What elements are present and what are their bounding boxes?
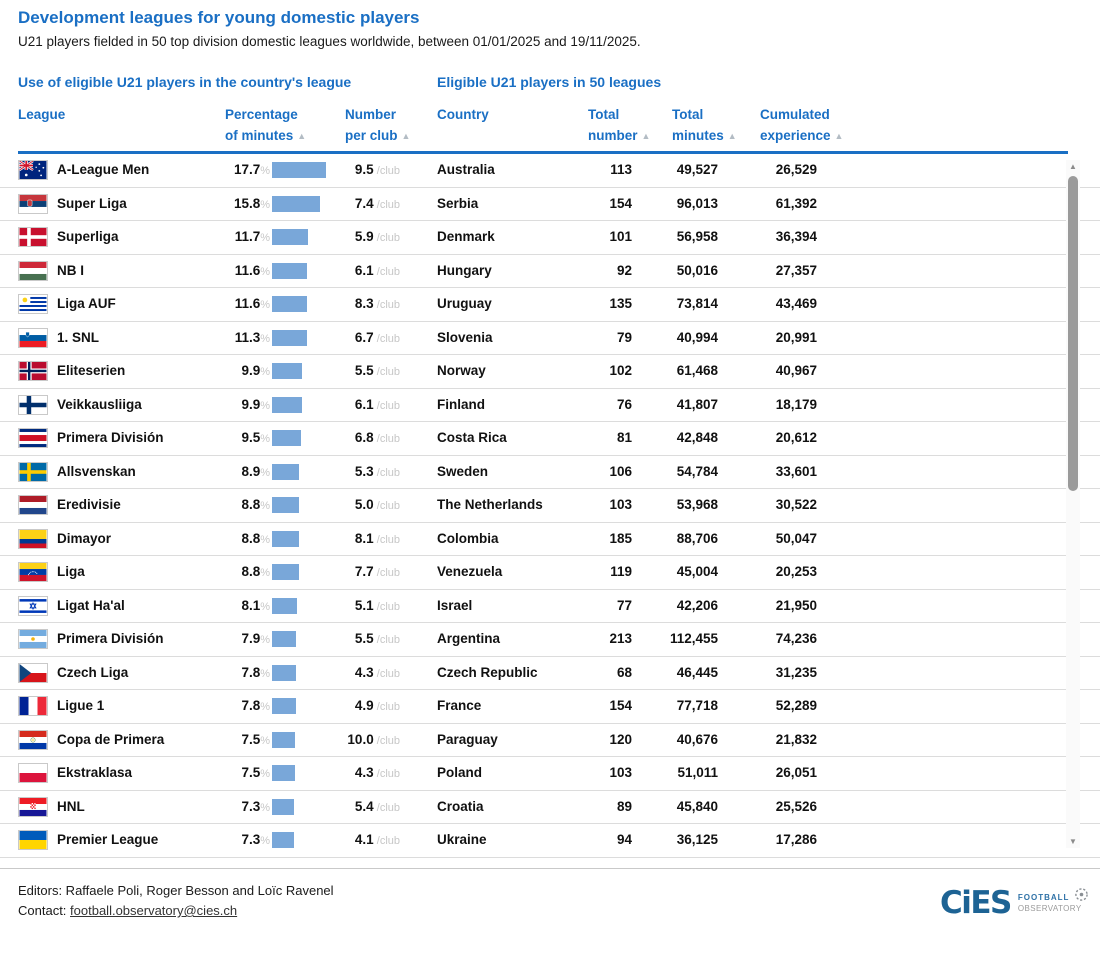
league-name: Allsvenskan [57, 463, 136, 479]
flag-icon-hr [18, 797, 48, 817]
number-per-club-value: 6.7 /club [354, 329, 400, 345]
cumulated-experience-value: 25,526 [775, 798, 817, 814]
percentage-bar [272, 598, 297, 614]
total-minutes-value: 45,004 [676, 564, 718, 579]
total-number-value: 77 [616, 597, 632, 613]
cumulated-experience-value: 30,522 [775, 497, 817, 512]
number-per-club-value: 5.3 /club [354, 463, 400, 479]
number-per-club-value: 10.0 /club [347, 731, 400, 747]
total-minutes-value: 45,840 [676, 798, 718, 814]
percentage-bar [272, 631, 296, 647]
total-minutes-value: 51,011 [677, 765, 718, 780]
cies-logo [940, 885, 1089, 921]
number-per-club-value: 8.1 /club [354, 530, 400, 546]
league-name: A-League Men [57, 162, 150, 177]
number-per-club-value: 8.3 /club [354, 296, 400, 311]
league-name: Copa de Primera [57, 731, 165, 747]
country-name: Australia [437, 162, 495, 177]
total-number-value: 103 [609, 497, 632, 512]
percentage-bar [272, 732, 295, 748]
total-number-value: 106 [609, 463, 632, 479]
cumulated-experience-value: 21,832 [775, 731, 817, 747]
league-name: Liga AUF [57, 296, 116, 311]
country-name: Venezuela [437, 564, 503, 579]
percentage-of-minutes-value: 8.1% [241, 597, 270, 613]
percentage-of-minutes-value: 7.3% [241, 832, 270, 847]
number-per-club-value: 5.5 /club [354, 363, 400, 378]
table-row [0, 523, 1100, 557]
page-subtitle: U21 players fielded in 50 top division domestic leagues worldwide, between 01/01/2025 and 19/11/2025. [18, 34, 641, 49]
total-number-value: 89 [616, 798, 632, 814]
league-name: Super Liga [57, 195, 127, 211]
sort-asc-icon[interactable]: ▲ [297, 131, 307, 141]
table-row [0, 489, 1100, 523]
total-minutes-value: 42,848 [676, 430, 718, 445]
flag-icon-no [18, 361, 48, 381]
total-minutes-value: 53,968 [676, 497, 718, 512]
cumulated-experience-value: 43,469 [775, 296, 817, 311]
number-per-club-value: 5.5 /club [354, 631, 400, 646]
total-minutes-value: 77,718 [676, 698, 718, 713]
percentage-of-minutes-value: 8.9% [241, 463, 270, 479]
cumulated-experience-value: 20,253 [775, 564, 817, 579]
flag-icon-hu [18, 261, 48, 281]
percentage-of-minutes-value: 7.5% [241, 731, 270, 747]
total-number-value: 213 [609, 631, 632, 646]
total-number-value: 103 [609, 765, 632, 780]
league-name: Eredivisie [57, 497, 121, 512]
cumulated-experience-value: 27,357 [775, 262, 817, 278]
total-number-value: 94 [616, 832, 632, 847]
table-row [0, 724, 1100, 758]
table-row [0, 791, 1100, 825]
country-name: Uruguay [437, 296, 492, 311]
cies-logo-wordmark: CiES [940, 885, 1011, 921]
sort-asc-icon[interactable]: ▲ [727, 131, 737, 141]
cies-logo-observatory-label: OBSERVATORY [1017, 904, 1082, 913]
column-header-total-number[interactable]: Total number ▲ [588, 107, 651, 143]
scrollbar-thumb[interactable] [1068, 176, 1078, 491]
percentage-of-minutes-value: 17.7% [233, 162, 270, 177]
footer-divider [0, 868, 1100, 869]
flag-icon-se [18, 462, 48, 482]
scroll-up-icon[interactable]: ▲ [1069, 162, 1077, 171]
total-minutes-value: 54,784 [676, 463, 718, 479]
percentage-of-minutes-value: 7.3% [241, 798, 270, 814]
cumulated-experience-value: 33,601 [775, 463, 817, 479]
total-number-value: 185 [609, 530, 632, 546]
country-name: Sweden [437, 463, 489, 479]
flag-icon-dk [18, 227, 48, 247]
sort-asc-icon[interactable]: ▲ [401, 131, 411, 141]
percentage-of-minutes-value: 7.8% [241, 664, 270, 680]
number-per-club-value: 5.0 /club [354, 497, 400, 512]
percentage-of-minutes-value: 8.8% [241, 530, 270, 546]
column-header-percentage-of-minutes[interactable]: Percentage of minutes ▲ [225, 107, 307, 143]
percentage-bar [272, 832, 294, 848]
league-name: 1. SNL [57, 329, 100, 345]
number-per-club-value: 6.8 /club [354, 430, 400, 445]
percentage-of-minutes-value: 7.8% [241, 698, 270, 713]
table-row [0, 556, 1100, 590]
total-minutes-value: 61,468 [676, 363, 718, 378]
percentage-bar [272, 665, 296, 681]
total-minutes-value: 88,706 [676, 530, 718, 546]
flag-icon-uy [18, 294, 48, 314]
flag-icon-au [18, 160, 48, 180]
percentage-bar [272, 497, 299, 513]
league-name: HNL [57, 798, 85, 814]
cumulated-experience-value: 52,289 [775, 698, 817, 713]
column-header-country[interactable]: Country [437, 107, 489, 122]
table-row [0, 757, 1100, 791]
country-name: The Netherlands [437, 497, 543, 512]
cumulated-experience-value: 26,051 [775, 765, 817, 780]
cumulated-experience-value: 26,529 [775, 162, 817, 177]
number-per-club-value: 6.1 /club [354, 396, 400, 412]
total-minutes-value: 112,455 [669, 631, 718, 646]
number-per-club-value: 6.1 /club [354, 262, 400, 278]
flag-icon-si [18, 328, 48, 348]
flag-icon-cz [18, 663, 48, 683]
country-name: Denmark [437, 229, 495, 244]
percentage-of-minutes-value: 9.9% [241, 363, 270, 378]
table-row [0, 355, 1100, 389]
percentage-of-minutes-value: 11.6% [234, 262, 270, 278]
table-row [0, 824, 1100, 858]
flag-icon-ua [18, 830, 48, 850]
column-header-total-minutes[interactable]: Total minutes ▲ [672, 107, 737, 143]
total-number-value: 68 [616, 664, 632, 680]
total-minutes-value: 40,676 [676, 731, 718, 747]
total-number-value: 135 [609, 296, 632, 311]
league-name: Primera División [57, 430, 164, 445]
total-number-value: 154 [609, 698, 632, 713]
percentage-bar [272, 430, 301, 446]
percentage-of-minutes-value: 8.8% [241, 564, 270, 579]
league-name: Veikkausliiga [57, 396, 142, 412]
percentage-bar [272, 564, 299, 580]
country-name: Finland [437, 396, 485, 412]
column-header-league[interactable]: League [18, 107, 66, 122]
column-header-cumulated-experience[interactable]: Cumulated experience ▲ [760, 107, 844, 143]
flag-icon-nl [18, 495, 48, 515]
percentage-bar [272, 363, 302, 379]
column-header-number-per-club[interactable]: Number per club ▲ [345, 107, 411, 143]
section-header-right: Eligible U21 players in 50 leagues [437, 74, 662, 90]
percentage-bar [272, 464, 299, 480]
total-minutes-value: 42,206 [676, 597, 718, 613]
total-minutes-value: 73,814 [676, 296, 718, 311]
country-name: Argentina [437, 631, 501, 646]
cumulated-experience-value: 36,394 [775, 229, 817, 244]
percentage-of-minutes-value: 11.3% [234, 329, 270, 345]
country-name: Serbia [437, 195, 479, 211]
country-name: Hungary [437, 262, 492, 278]
cumulated-experience-value: 20,612 [775, 430, 817, 445]
total-minutes-value: 41,807 [676, 396, 718, 412]
number-per-club-value: 9.5 /club [354, 162, 400, 177]
total-number-value: 76 [616, 396, 632, 412]
total-number-value: 120 [609, 731, 632, 747]
section-header-left: Use of eligible U21 players in the country's league [18, 74, 352, 90]
sort-asc-icon[interactable]: ▲ [641, 131, 651, 141]
flag-icon-fr [18, 696, 48, 716]
percentage-bar [272, 698, 296, 714]
number-per-club-value: 4.9 /club [354, 698, 400, 713]
page-title: Development leagues for young domestic players [18, 8, 420, 27]
flag-icon-ar [18, 629, 48, 649]
number-per-club-value: 4.1 /club [354, 832, 400, 847]
league-name: Primera División [57, 631, 164, 646]
table-row [0, 690, 1100, 724]
total-number-value: 102 [609, 363, 632, 378]
cumulated-experience-value: 31,235 [775, 664, 817, 680]
contact-email-link[interactable]: football.observatory@cies.ch [70, 903, 238, 918]
percentage-of-minutes-value: 11.7% [234, 229, 270, 244]
total-number-value: 81 [616, 430, 632, 445]
total-minutes-value: 40,994 [676, 329, 718, 345]
league-name: Eliteserien [57, 363, 126, 378]
scrollbar[interactable] [1066, 160, 1080, 848]
flag-icon-co [18, 529, 48, 549]
table-body [0, 154, 1100, 858]
total-number-value: 113 [610, 162, 632, 177]
number-per-club-value: 5.9 /club [354, 229, 400, 244]
cumulated-experience-value: 21,950 [775, 597, 817, 613]
percentage-of-minutes-value: 11.6% [234, 296, 270, 311]
league-name: Czech Liga [57, 664, 129, 680]
cumulated-experience-value: 50,047 [775, 530, 817, 546]
table-row [0, 288, 1100, 322]
league-name: Premier League [57, 832, 159, 847]
league-name: Dimayor [57, 530, 112, 546]
league-name: Liga [57, 564, 85, 579]
country-name: Czech Republic [437, 664, 538, 680]
table-row [0, 188, 1100, 222]
number-per-club-value: 4.3 /club [354, 664, 400, 680]
percentage-of-minutes-value: 8.8% [241, 497, 270, 512]
flag-icon-ve [18, 562, 48, 582]
country-name: Paraguay [437, 731, 498, 747]
total-number-value: 92 [616, 262, 632, 278]
table-row [0, 389, 1100, 423]
table-row [0, 422, 1100, 456]
country-name: Costa Rica [437, 430, 507, 445]
table-row [0, 221, 1100, 255]
total-minutes-value: 49,527 [676, 162, 718, 177]
league-name: Ligue 1 [57, 698, 105, 713]
number-per-club-value: 4.3 /club [354, 765, 400, 780]
country-name: Ukraine [437, 832, 487, 847]
flag-icon-cri [18, 428, 48, 448]
flag-icon-rs [18, 194, 48, 214]
country-name: Croatia [437, 798, 484, 814]
country-name: Colombia [437, 530, 499, 546]
league-name: Ekstraklasa [57, 765, 133, 780]
total-minutes-value: 56,958 [676, 229, 718, 244]
flag-icon-py [18, 730, 48, 750]
number-per-club-value: 7.4 /club [354, 195, 400, 211]
table-row [0, 590, 1100, 624]
country-name: Norway [437, 363, 486, 378]
cumulated-experience-value: 20,991 [775, 329, 817, 345]
cumulated-experience-value: 17,286 [775, 832, 817, 847]
total-minutes-value: 36,125 [676, 832, 718, 847]
percentage-of-minutes-value: 9.5% [241, 430, 270, 445]
percentage-of-minutes-value: 7.5% [241, 765, 270, 780]
country-name: Poland [437, 765, 483, 780]
percentage-of-minutes-value: 15.8% [233, 195, 270, 211]
flag-icon-il [18, 596, 48, 616]
number-per-club-value: 5.4 /club [354, 798, 400, 814]
number-per-club-value: 7.7 /club [354, 564, 400, 579]
percentage-bar [272, 765, 295, 781]
percentage-of-minutes-value: 7.9% [241, 631, 270, 646]
cumulated-experience-value: 61,392 [775, 195, 817, 211]
total-number-value: 79 [616, 329, 632, 345]
cumulated-experience-value: 40,967 [775, 363, 817, 378]
table-row [0, 255, 1100, 289]
total-minutes-value: 96,013 [676, 195, 718, 211]
country-name: Slovenia [437, 329, 493, 345]
country-name: Israel [437, 597, 473, 613]
country-name: France [437, 698, 482, 713]
total-minutes-value: 50,016 [676, 262, 718, 278]
percentage-bar [272, 397, 302, 413]
total-number-value: 101 [609, 229, 632, 244]
flag-icon-pl [18, 763, 48, 783]
percentage-bar [272, 799, 294, 815]
flag-icon-fi [18, 395, 48, 415]
table-row [0, 154, 1100, 188]
cumulated-experience-value: 18,179 [775, 396, 817, 412]
league-name: Ligat Ha'al [57, 597, 125, 613]
table-row [0, 456, 1100, 490]
percentage-of-minutes-value: 9.9% [241, 396, 270, 412]
percentage-bar [272, 531, 299, 547]
total-minutes-value: 46,445 [676, 664, 718, 680]
scroll-down-icon[interactable]: ▼ [1069, 837, 1077, 846]
cumulated-experience-value: 74,236 [775, 631, 817, 646]
table-row [0, 657, 1100, 691]
editors-text: Editors: Raffaele Poli, Roger Besson and Loïc Ravenel [18, 883, 334, 898]
total-number-value: 154 [609, 195, 632, 211]
sort-asc-icon[interactable]: ▲ [834, 131, 844, 141]
cies-logo-football-label: FOOTBALL [1017, 893, 1070, 902]
total-number-value: 119 [610, 564, 632, 579]
number-per-club-value: 5.1 /club [354, 597, 400, 613]
table-row [0, 322, 1100, 356]
league-name: Superliga [57, 229, 119, 244]
contact-line: Contact: football.observatory@cies.ch [18, 903, 238, 918]
table-row [0, 623, 1100, 657]
soccer-ball-icon [1074, 887, 1089, 902]
league-name: NB I [57, 262, 84, 278]
